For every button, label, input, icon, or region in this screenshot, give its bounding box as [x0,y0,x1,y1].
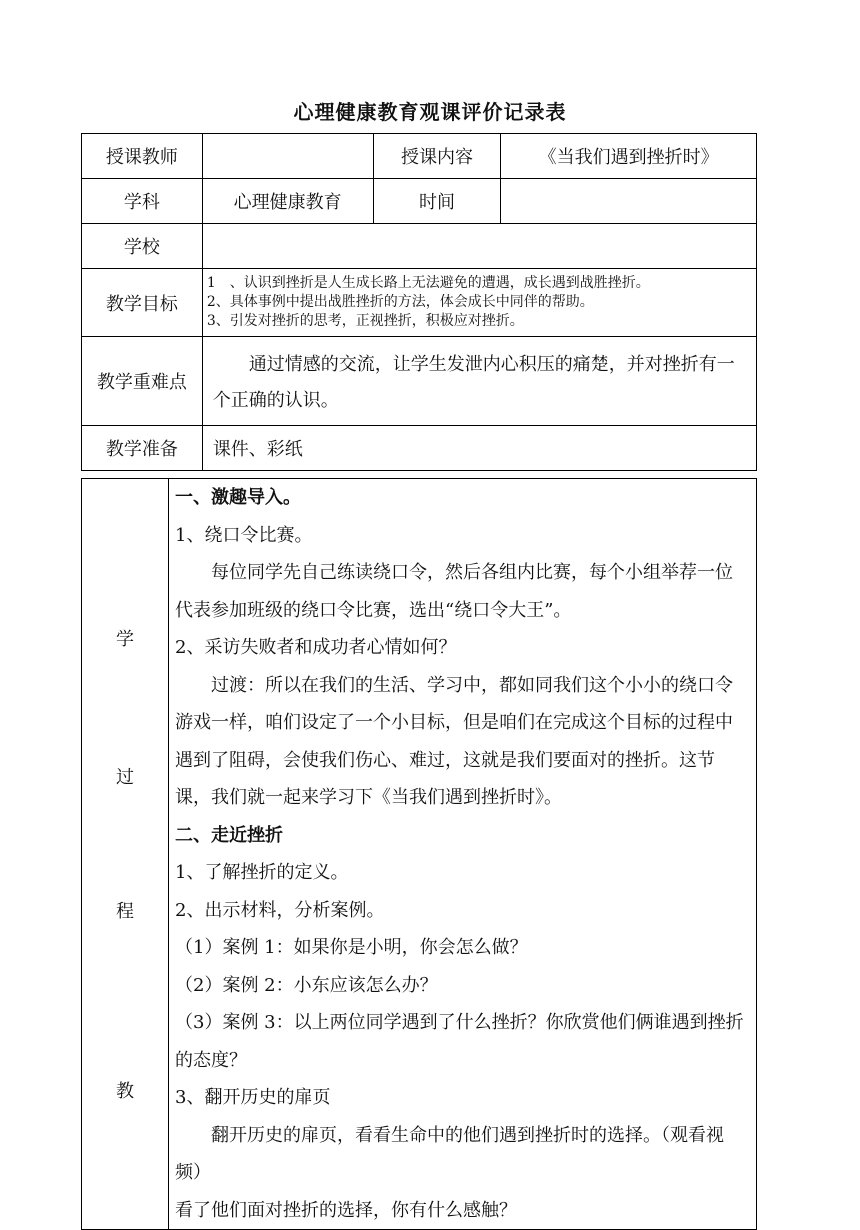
time-label: 时间 [373,179,501,224]
subject-value: 心理健康教育 [202,179,373,224]
side-char: 学 [116,629,134,650]
process-paragraph: 过渡：所以在我们的生活、学习中，都如同我们这个小小的绕口令游戏一样，咱们设定了一个小目标，但是咱们在完成这个目标的过程中遇到了阻碍，会使我们伤心、难过，这就是我们要面对的挫折。这节课，我们就一起来学习下《当我们遇到挫折时》。 [175,674,733,808]
info-table [81,133,757,471]
process-line: 1、绕口令比赛。 [175,524,313,546]
subject-row [82,179,757,224]
goal-item: 3、引发对挫折的思考，正视挫折，积极应对挫折。 [206,313,524,329]
side-char: 教 [116,1081,134,1102]
keypoints-value: 通过情感的交流，让学生发泄内心积压的痛楚，并对挫折有一个正确的认识。 [202,337,756,426]
goal-item: 1 、认识到挫折是人生成长路上无法避免的遭遇，成长遇到战胜挫折。 [206,275,650,291]
process-content [169,479,757,1230]
process-line: 2、出示材料，分析案例。 [175,899,385,921]
case-item: （3）案例 3：以上两位同学遇到了什么挫折？你欣赏他们俩谁遇到挫折的态度？ [175,1012,744,1071]
school-label: 学校 [82,224,203,269]
process-line: 2、采访失败者和成功者心情如何？ [175,637,457,658]
case-item: （1）案例 1：如果你是小明，你会怎么做？ [175,937,528,958]
process-line: 看了他们面对挫折的选择，你有什么感触？ [175,1199,517,1221]
teacher-value [202,134,373,179]
section-heading: 二、走近挫折 [175,824,283,846]
prep-value: 课件、彩纸 [202,426,756,471]
process-table [81,478,757,1230]
process-row [82,479,757,1230]
goals-row [82,269,757,337]
process-side-label [82,479,169,1230]
prep-row [82,426,757,471]
process-line: 3、翻开历史的扉页 [175,1087,331,1108]
process-paragraph: 每位同学先自己练读绕口令，然后各组内比赛，每个小组举荐一位代表参加班级的绕口令比赛，选出“绕口令大王”。 [175,562,733,621]
side-char: 程 [116,901,134,922]
goals-cell [202,269,756,337]
keypoints-label: 教学重难点 [82,337,203,426]
process-line: 1、了解挫折的定义。 [175,862,349,883]
teacher-label: 授课教师 [82,134,203,179]
side-char: 过 [116,767,134,788]
process-paragraph: 翻开历史的扉页，看看生命中的他们遇到挫折时的选择。（观看视频） [175,1124,724,1183]
school-row [82,224,757,269]
prep-label: 教学准备 [82,426,203,471]
section-heading: 一、激趣导入。 [175,487,301,508]
teacher-row [82,134,757,179]
school-value [202,224,756,269]
content-value: 《当我们遇到挫折时》 [501,134,757,179]
subject-label: 学科 [82,179,203,224]
goals-label: 教学目标 [82,269,203,337]
keypoints-row [82,337,757,426]
case-item: （2）案例 2：小东应该怎么办？ [175,974,438,996]
page-title: 心理健康教育观课评价记录表 [293,100,567,124]
goal-item: 2、具体事例中提出战胜挫折的方法，体会成长中同伴的帮助。 [206,294,594,310]
time-value [501,179,757,224]
content-label: 授课内容 [373,134,501,179]
